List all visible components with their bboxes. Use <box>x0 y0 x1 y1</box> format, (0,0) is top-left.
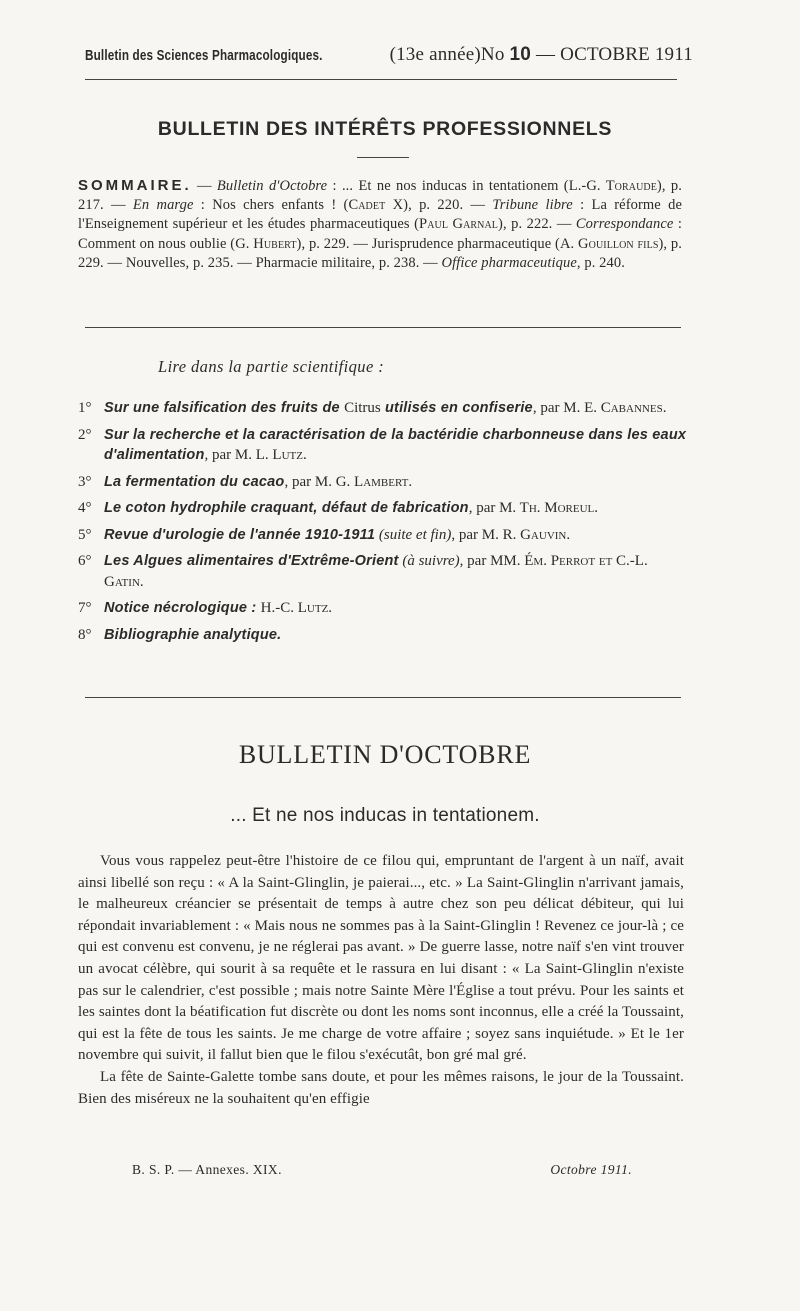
list-item <box>78 598 690 619</box>
paragraph-1: Vous vous rappelez peut-être l'histoire de ce filou qui, empruntant de l'argent à un naïf, avait ainsi libellé son reçu : « A la Saint-Glinglin, je paierai..., etc. » La Saint-Glinglin n'arrivant jamais, le malheureux créancier se présentait de temps à autre chez son peu délicat débiteur, qui lui répondait invariablement : « Mais nous ne sommes pas à la Saint-Glinglin ! Revenez ce jour-là ; ce qui est convenu est convenu, je ne réglerai pas avant. » De guerre lasse, notre naïf s'en vint trouver un avocat célèbre, qui sourit à sa requête et le rassura en lui disant : « La Saint-Glinglin n'existe pas sur le calendrier, c'est possible ; mais notre Sainte Mère l'Église a tout prévu. Pour les saints et les saintes dont la béatification fut discrète ou dont les noms sont inconnus, elle a créé la Toussaint, qui est la fête de tous les saints. Je me charge de votre affaire ; soyez sans inquiétude. » Et le 1er novembre qui suivit, il fallut bien que le filou s'exécutât, bon gré mal gré. <box>78 853 685 1064</box>
list-item <box>78 498 690 519</box>
sommaire-part: En marge <box>132 197 194 214</box>
sommaire-part: ), p. 222. — <box>498 216 576 233</box>
item-author: M. G. Lambert. <box>314 473 413 490</box>
item-number: 2° <box>78 426 92 443</box>
lire-heading: Lire dans la partie scientifique : <box>158 357 385 376</box>
sommaire-part: G. Hubert <box>235 235 297 252</box>
item-title: Revue d'urologie de l'année 1910-1911 <box>104 526 376 543</box>
issue-number <box>481 44 693 66</box>
sommaire-part: L.-G. Toraude <box>568 178 657 194</box>
year-label: (13e année) <box>389 44 481 65</box>
sommaire-part: : Nos chers enfants ! ( <box>193 197 349 214</box>
number-prefix: No <box>480 44 505 65</box>
item-separator: , par <box>459 553 491 569</box>
item-separator: , par <box>204 447 235 463</box>
issue-date: — OCTOBRE 1911 <box>536 44 693 65</box>
sommaire-part: , p. 240. <box>576 254 625 271</box>
sommaire-part: Paul Garnal <box>419 216 499 233</box>
list-item <box>78 472 690 493</box>
item-title: La fermentation du cacao <box>104 473 285 490</box>
sommaire-part: ), p. 217. — <box>78 178 682 214</box>
sommaire-part: Office pharmaceutique <box>441 254 577 271</box>
list-item <box>78 625 690 646</box>
paragraph-2: La fête de Sainte-Galette tombe sans doute, et pour les mêmes raisons, le jour de la Toussaint. Bien des miséreux ne la souhaitent qu'en effigie <box>78 1068 684 1107</box>
footer-left: B. S. P. — Annexes. XIX. <box>132 1162 282 1177</box>
item-title: Sur une falsification des fruits de <box>104 400 345 416</box>
footer-right: Octobre 1911. <box>550 1162 632 1177</box>
item-number: 8° <box>78 626 92 643</box>
journal-name: Bulletin des Sciences Pharmacologiques. <box>85 47 323 64</box>
item-separator: , par <box>532 400 564 416</box>
list-item <box>78 425 690 466</box>
sommaire-part: — <box>191 178 217 194</box>
sommaire-part: ), p. 229. — Nouvelles, p. 235. — Pharmacie militaire, p. 238. — <box>78 235 682 271</box>
section-title: BULLETIN DES INTÉRÊTS PROFESSIONNELS <box>157 118 613 140</box>
item-title-cont: utilisés en confiserie <box>380 400 533 416</box>
item-title: Le coton hydrophile craquant, défaut de fabrication <box>104 500 469 516</box>
sommaire-part: Correspondance <box>575 216 674 233</box>
item-author: M. L. Lutz. <box>234 447 307 463</box>
sommaire-part: ), p. 229. — Jurisprudence pharmaceutique ( <box>296 235 560 252</box>
header-rule <box>85 79 677 80</box>
item-separator: , par <box>284 473 315 490</box>
item-number: 7° <box>78 600 92 616</box>
list-rule <box>85 697 681 698</box>
sommaire-part: Tribune libre <box>492 197 573 214</box>
sommaire-part: : Comment on nous oublie ( <box>78 216 682 252</box>
item-title-cont: (suite et fin) <box>375 526 452 543</box>
sommaire-rule <box>85 327 681 328</box>
article-list <box>78 398 690 651</box>
list-item <box>78 398 690 419</box>
item-title: Notice nécrologique : <box>104 600 261 616</box>
list-item <box>78 525 690 546</box>
item-author: MM. Ém. Perrot et C.-L. Gatin. <box>104 553 648 590</box>
item-author: M. Th. Moreul. <box>499 500 599 516</box>
sommaire-part: : La réforme de l'Enseignement supérieur et les études pharmaceutiques ( <box>78 197 682 233</box>
title-divider <box>357 157 409 158</box>
item-title-plain: Citrus <box>344 400 381 416</box>
sommaire-paragraph <box>78 176 682 273</box>
item-number: 6° <box>78 553 92 569</box>
sommaire-part: Bulletin d'Octobre <box>216 178 328 194</box>
item-author: H.-C. Lutz. <box>260 600 333 616</box>
item-number: 5° <box>78 526 92 543</box>
page-footer <box>132 1162 632 1178</box>
sommaire-part: ), p. 220. — <box>403 197 493 214</box>
sommaire-part: : ... Et ne nos inducas in tentationem ( <box>327 178 569 194</box>
item-title-cont: (à suivre) <box>398 553 460 569</box>
item-number: 3° <box>78 473 92 490</box>
sommaire-part: Cadet X <box>348 197 404 214</box>
item-title: Les Algues alimentaires d'Extrême-Orient <box>104 553 399 569</box>
item-separator: , par <box>451 526 482 543</box>
article-body <box>78 851 684 1110</box>
item-title: Sur la recherche et la caractérisation de la bactéridie charbonneuse dans les eaux d'alimentation <box>104 426 687 463</box>
number-value: 10 <box>509 44 532 65</box>
item-author: M. R. Gauvin. <box>481 526 571 543</box>
list-item <box>78 551 690 592</box>
running-header <box>85 44 693 74</box>
item-number: 4° <box>78 500 92 516</box>
item-title: Bibliographie analytique. <box>104 626 282 643</box>
item-author: M. E. Cabannes. <box>563 400 667 416</box>
sommaire-part: A. Gouillon fils <box>559 235 659 252</box>
item-number: 1° <box>78 400 92 416</box>
sommaire-lead: SOMMAIRE. <box>78 177 192 194</box>
item-separator: , par <box>468 500 500 516</box>
article-subtitle: ... Et ne nos inducas in tentationem. <box>230 805 540 826</box>
bulletin-title: BULLETIN D'OCTOBRE <box>238 740 532 769</box>
